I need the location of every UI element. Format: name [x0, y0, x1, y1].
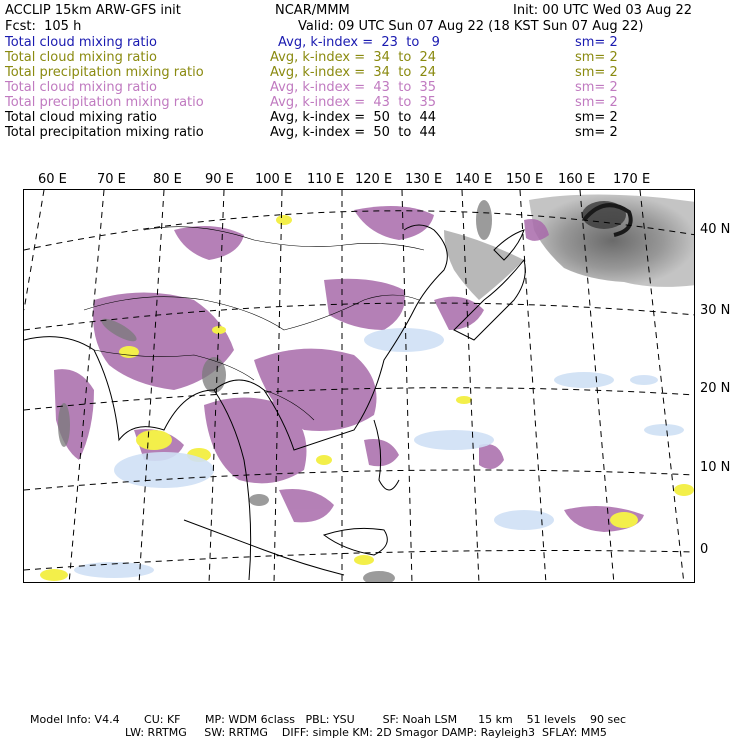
field-smoothing: sm= 2	[575, 50, 618, 65]
valid-time: Valid: 09 UTC Sun 07 Aug 22 (18 KST Sun 07 Aug 22)	[298, 19, 644, 34]
forecast-hour: Fcst: 105 h	[5, 19, 82, 34]
field-name: Total cloud mixing ratio	[5, 80, 158, 95]
map-canvas	[24, 190, 695, 583]
field-smoothing: sm= 2	[575, 35, 618, 50]
field-k-index: Avg, k-index = 50 to 44	[270, 110, 437, 125]
center-title: NCAR/MMM	[275, 3, 350, 18]
model-info-line2: LW: RRTMG SW: RRTMG DIFF: simple KM: 2D Smagor DAMP: Rayleigh3 SFLAY: MM5	[125, 726, 607, 739]
forecast-map	[23, 189, 695, 583]
init-time: Init: 00 UTC Wed 03 Aug 22	[513, 3, 693, 18]
field-k-index: Avg, k-index = 23 to 9	[278, 35, 440, 50]
longitude-label: 160 E	[558, 172, 596, 187]
field-smoothing: sm= 2	[575, 80, 618, 95]
field-name: Total precipitation mixing ratio	[5, 95, 204, 110]
model-title: ACCLIP 15km ARW-GFS init	[5, 3, 181, 18]
field-name: Total precipitation mixing ratio	[5, 125, 204, 140]
longitude-label: 120 E	[355, 172, 393, 187]
longitude-label: 80 E	[153, 172, 182, 187]
field-name: Total cloud mixing ratio	[5, 50, 158, 65]
field-k-index: Avg, k-index = 34 to 24	[270, 65, 437, 80]
latitude-label: 40 N	[700, 222, 731, 237]
longitude-label: 100 E	[255, 172, 293, 187]
latitude-label: 20 N	[700, 381, 731, 396]
longitude-label: 150 E	[506, 172, 544, 187]
longitude-label: 140 E	[455, 172, 493, 187]
latitude-label: 0	[700, 542, 709, 557]
field-k-index: Avg, k-index = 43 to 35	[270, 80, 437, 95]
field-name: Total precipitation mixing ratio	[5, 65, 204, 80]
field-smoothing: sm= 2	[575, 95, 618, 110]
longitude-label: 110 E	[307, 172, 345, 187]
longitude-label: 130 E	[405, 172, 443, 187]
field-smoothing: sm= 2	[575, 110, 618, 125]
field-k-index: Avg, k-index = 34 to 24	[270, 50, 437, 65]
model-info-line1: Model Info: V4.4 CU: KF MP: WDM 6class PBL: YSU SF: Noah LSM 15 km 51 levels 90 sec	[30, 713, 627, 726]
longitude-label: 90 E	[205, 172, 234, 187]
longitude-label: 70 E	[97, 172, 126, 187]
field-smoothing: sm= 2	[575, 65, 618, 80]
longitude-label: 170 E	[613, 172, 651, 187]
field-smoothing: sm= 2	[575, 125, 618, 140]
longitude-label: 60 E	[38, 172, 67, 187]
field-name: Total cloud mixing ratio	[5, 110, 158, 125]
field-k-index: Avg, k-index = 43 to 35	[270, 95, 437, 110]
latitude-label: 30 N	[700, 303, 731, 318]
latitude-label: 10 N	[700, 460, 731, 475]
field-name: Total cloud mixing ratio	[5, 35, 158, 50]
field-k-index: Avg, k-index = 50 to 44	[270, 125, 437, 140]
cloud-band-north	[444, 230, 524, 300]
